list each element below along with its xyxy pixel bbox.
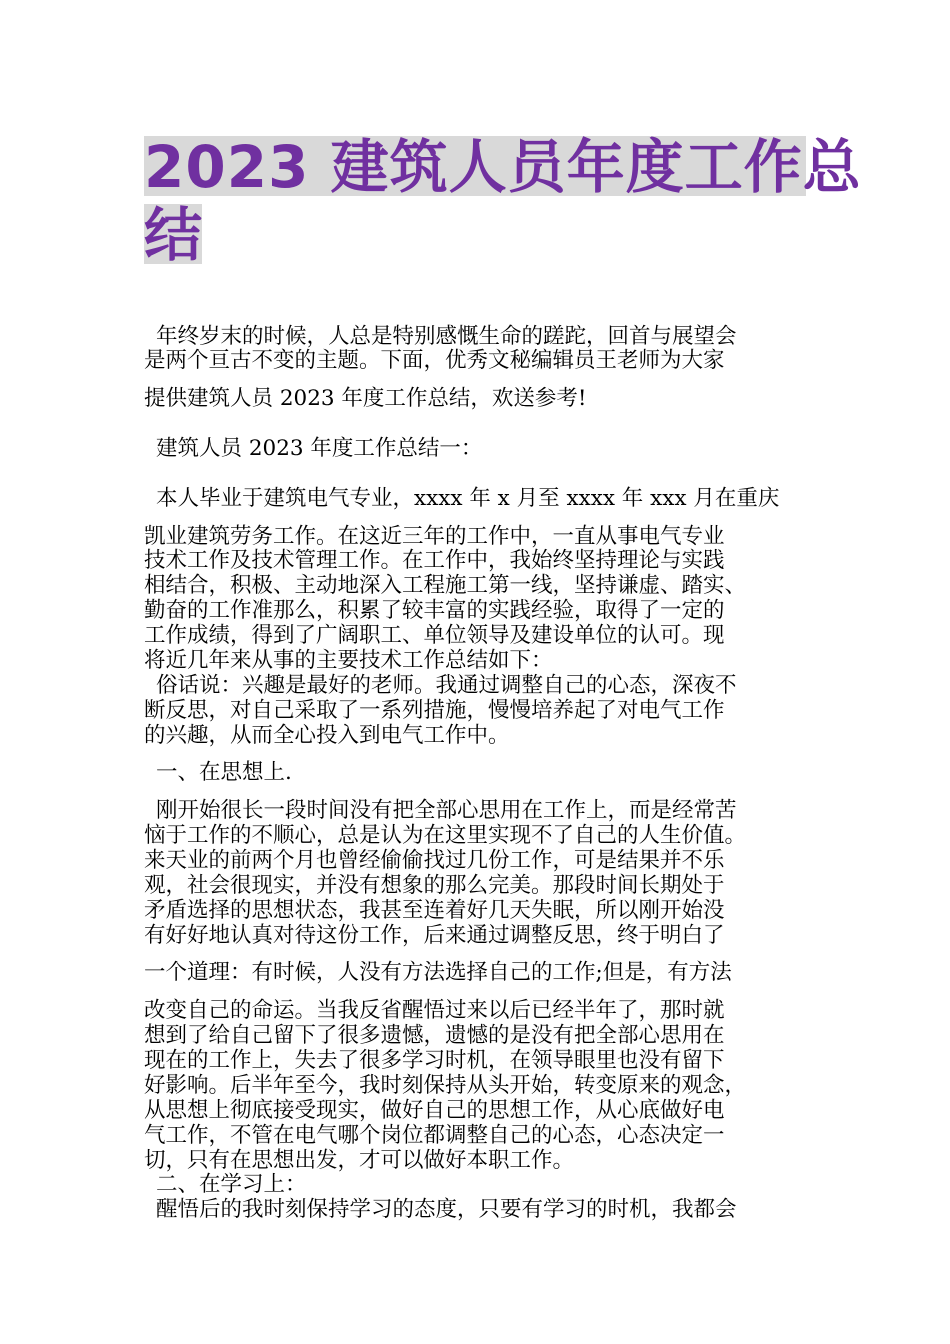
text-line: 年终岁末的时候，人总是特别感慨生命的蹉跎，回首与展望会	[156, 324, 737, 349]
text-line: 从思想上彻底接受现实，做好自己的思想工作，从心底做好电	[144, 1098, 725, 1123]
text-line: 技术工作及技术管理工作。在工作中，我始终坚持理论与实践	[144, 548, 725, 573]
text-line: 本人毕业于建筑电气专业，xxxx 年 x 月至 xxxx 年 xxx 月在重庆	[156, 486, 780, 511]
text-line: 来天业的前两个月也曾经偷偷找过几份工作，可是结果并不乐	[144, 848, 725, 873]
text-line: 现在的工作上，失去了很多学习时机，在领导眼里也没有留下	[144, 1048, 725, 1073]
text-line: 恼于工作的不顺心，总是认为在这里实现不了自己的人生价值。	[144, 823, 747, 848]
text-line: 将近几年来从事的主要技术工作总结如下：	[144, 648, 553, 673]
text-line: 矛盾选择的思想状态，我甚至连着好几天失眠，所以刚开始没	[144, 898, 725, 923]
text-line: 观，社会很现实，并没有想象的那么完美。那段时间长期处于	[144, 873, 725, 898]
text-line: 一个道理：有时候，人没有方法选择自己的工作;但是，有方法	[144, 960, 732, 985]
section-heading: 一、在思想上.	[156, 760, 292, 785]
document-title-line-2: 结	[144, 201, 204, 269]
text-line: 俗话说：兴趣是最好的老师。我通过调整自己的心态，深夜不	[156, 673, 737, 698]
text-line: 断反思，对自己采取了一系列措施，慢慢培养起了对电气工作	[144, 698, 725, 723]
section-heading: 二、在学习上：	[156, 1172, 307, 1197]
text-line: 是两个亘古不变的主题。下面，优秀文秘编辑员王老师为大家	[144, 348, 725, 373]
text-line: 改变自己的命运。当我反省醒悟过来以后已经半年了，那时就	[144, 998, 725, 1023]
text-line: 好影响。后半年至今，我时刻保持从头开始，转变原来的观念，	[144, 1073, 747, 1098]
text-line: 切，只有在思想出发，才可以做好本职工作。	[144, 1148, 575, 1173]
text-line: 想到了给自己留下了很多遗憾，遗憾的是没有把全部心思用在	[144, 1023, 725, 1048]
text-line: 醒悟后的我时刻保持学习的态度，只要有学习的时机，我都会	[156, 1197, 737, 1222]
text-line: 相结合，积极、主动地深入工程施工第一线，坚持谦虚、踏实、	[144, 573, 747, 598]
text-line: 的兴趣，从而全心投入到电气工作中。	[144, 723, 510, 748]
text-line: 提供建筑人员 2023 年度工作总结，欢送参考!	[144, 386, 587, 411]
text-line: 刚开始很长一段时间没有把全部心思用在工作上，而是经常苦	[156, 798, 737, 823]
text-line: 工作成绩，得到了广阔职工、单位领导及建设单位的认可。现	[144, 623, 725, 648]
document-title-line-1: 2023 建筑人员年度工作总	[144, 133, 862, 201]
text-line: 凯业建筑劳务工作。在这近三年的工作中，一直从事电气专业	[144, 524, 725, 549]
text-line: 勤奋的工作准那么，积累了较丰富的实践经验，取得了一定的	[144, 598, 725, 623]
section-heading: 建筑人员 2023 年度工作总结一：	[156, 436, 483, 461]
text-line: 有好好地认真对待这份工作，后来通过调整反思，终于明白了	[144, 923, 725, 948]
text-line: 气工作，不管在电气哪个岗位都调整自己的心态，心态决定一	[144, 1123, 725, 1148]
